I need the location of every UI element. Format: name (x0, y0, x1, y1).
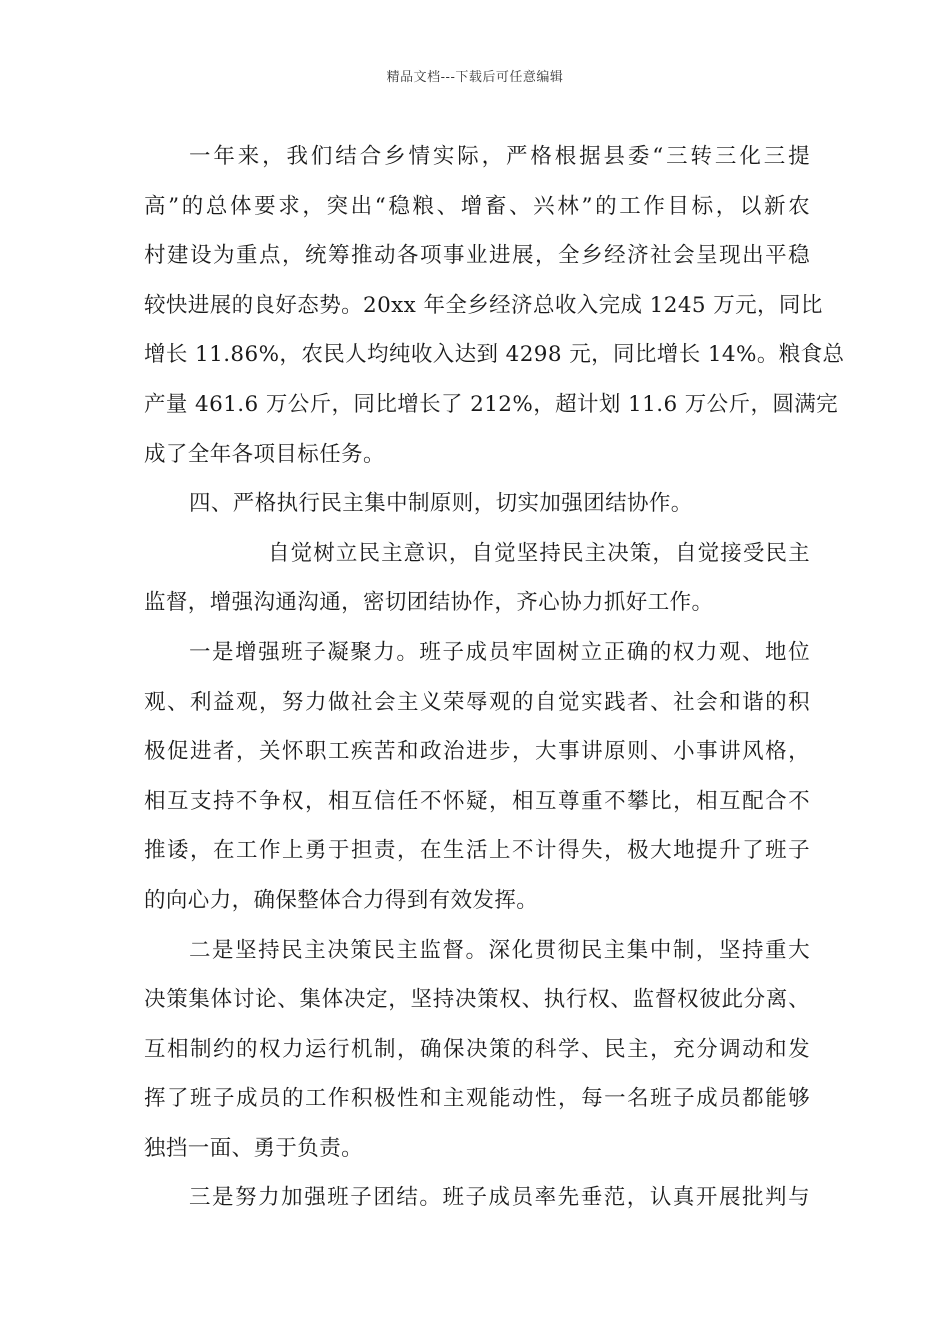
text-line: 增长 11.86%，农民人均纯收入达到 4298 元，同比增长 14%。粮食总 (144, 342, 845, 368)
text-line: 成了全年各项目标任务。 (144, 441, 385, 467)
text-line: 四、严格执行民主集中制原则，切实加强团结协作。 (189, 491, 693, 517)
text-line: 的向心力，确保整体合力得到有效发挥。 (144, 887, 539, 913)
text-line: 决策集体讨论、集体决定，坚持决策权、执行权、监督权彼此分离、 (144, 987, 810, 1013)
text-line: 二是坚持民主决策民主监督。深化贯彻民主集中制，坚持重大 (189, 937, 810, 963)
paragraph (144, 926, 810, 1174)
paragraph (144, 1173, 810, 1223)
paragraph (144, 132, 845, 479)
text-line: 一是增强班子凝聚力。班子成员牢固树立正确的权力观、地位 (189, 639, 810, 665)
text-line: 产量 461.6 万公斤，同比增长了 212%，超计划 11.6 万公斤，圆满完 (144, 391, 839, 417)
document-body (144, 132, 845, 1223)
page-header: 精品文档---下载后可任意编辑 (386, 70, 564, 85)
text-line: 挥了班子成员的工作积极性和主观能动性，每一名班子成员都能够 (144, 1086, 810, 1112)
text-line: 观、利益观，努力做社会主义荣辱观的自觉实践者、社会和谐的积 (144, 689, 810, 715)
text-line: 互相制约的权力运行机制，确保决策的科学、民主，充分调动和发 (144, 1036, 810, 1062)
text-line: 监督，增强沟通沟通，密切团结协作，齐心协力抓好工作。 (144, 590, 714, 616)
paragraph (144, 628, 810, 926)
text-line: 高”的总体要求，突出“稳粮、增畜、兴林”的工作目标，以新农 (144, 193, 810, 219)
text-line: 较快进展的良好态势。20xx 年全乡经济总收入完成 1245 万元，同比 (144, 292, 823, 318)
text-line: 自觉树立民主意识，自觉坚持民主决策，自觉接受民主 (268, 540, 810, 566)
text-line: 三是努力加强班子团结。班子成员率先垂范，认真开展批判与 (189, 1185, 810, 1211)
text-line: 推诿，在工作上勇于担责，在生活上不计得失，极大地提升了班子 (144, 838, 810, 864)
section-heading (144, 479, 810, 529)
text-line: 相互支持不争权，相互信任不怀疑，相互尊重不攀比，相互配合不 (144, 788, 810, 814)
paragraph (144, 529, 810, 628)
text-line: 极促进者，关怀职工疾苦和政治进步，大事讲原则、小事讲风格， (144, 739, 810, 765)
text-line: 村建设为重点，统筹推动各项事业进展，全乡经济社会呈现出平稳 (144, 243, 810, 269)
text-line: 独挡一面、勇于负责。 (144, 1135, 364, 1161)
text-line: 一年来，我们结合乡情实际，严格根据县委“三转三化三提 (189, 144, 810, 169)
